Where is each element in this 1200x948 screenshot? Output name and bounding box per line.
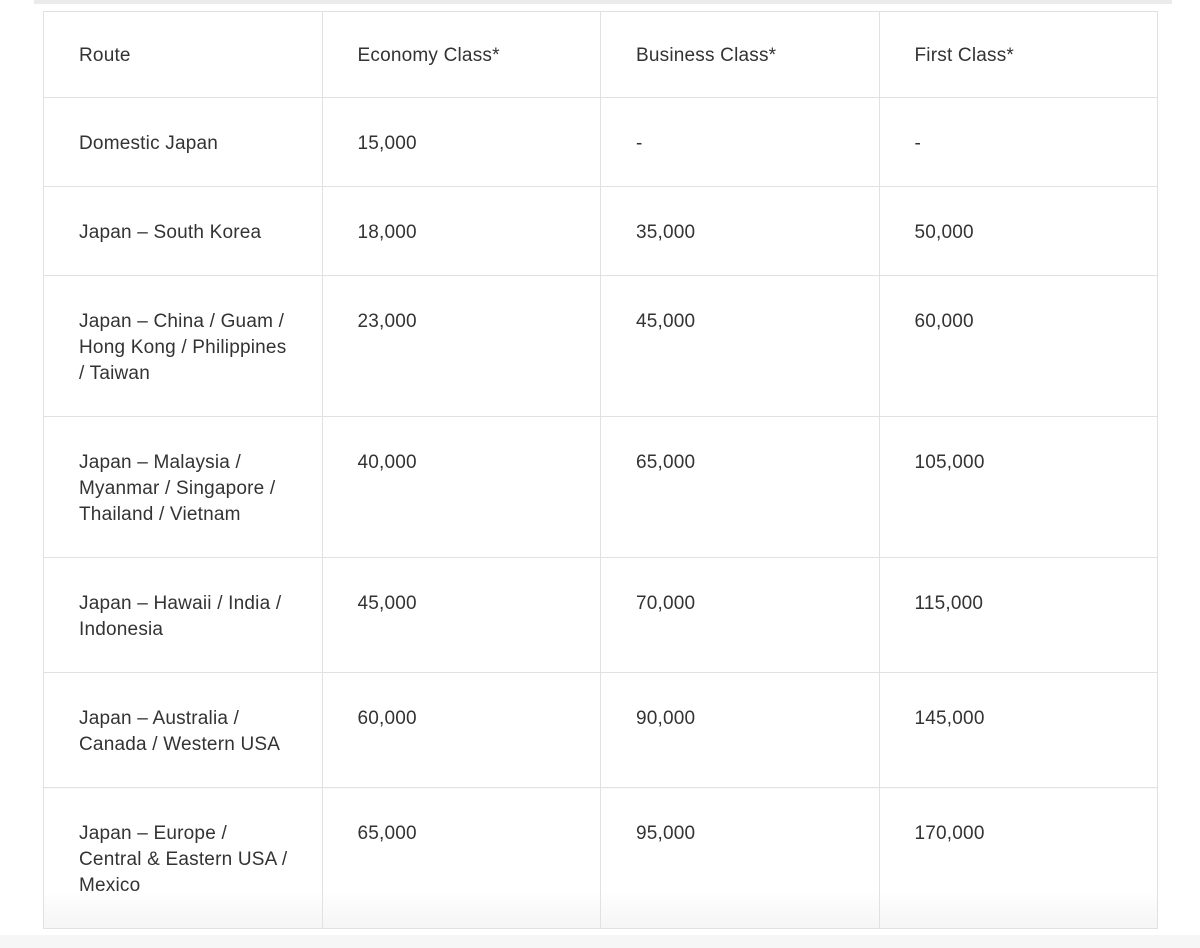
table-row — [44, 788, 1158, 929]
first-cell: 60,000 — [879, 276, 1158, 417]
economy-cell: 23,000 — [322, 276, 601, 417]
economy-cell: 45,000 — [322, 558, 601, 673]
table-row — [44, 417, 1158, 558]
column-header-route: Route — [44, 12, 323, 98]
header-row — [44, 12, 1158, 98]
business-cell: 35,000 — [601, 187, 880, 276]
economy-cell: 60,000 — [322, 673, 601, 788]
table-row — [44, 558, 1158, 673]
route-cell: Domestic Japan — [44, 98, 323, 187]
business-cell: 90,000 — [601, 673, 880, 788]
route-cell: Japan – Malaysia / Myanmar / Singapore / Thailand / Vietnam — [44, 417, 323, 558]
business-cell: 45,000 — [601, 276, 880, 417]
first-cell: - — [879, 98, 1158, 187]
economy-cell: 15,000 — [322, 98, 601, 187]
business-cell: 65,000 — [601, 417, 880, 558]
economy-cell: 18,000 — [322, 187, 601, 276]
top-divider — [34, 0, 1172, 4]
award-chart-table-container — [43, 11, 1158, 929]
business-cell: 70,000 — [601, 558, 880, 673]
economy-cell: 40,000 — [322, 417, 601, 558]
first-cell: 170,000 — [879, 788, 1158, 929]
route-cell: Japan – Hawaii / India / Indonesia — [44, 558, 323, 673]
award-chart-table — [43, 11, 1158, 929]
route-cell: Japan – Australia / Canada / Western USA — [44, 673, 323, 788]
page-bottom-strip — [0, 935, 1200, 948]
table-row — [44, 276, 1158, 417]
column-header-first-class: First Class* — [879, 12, 1158, 98]
economy-cell: 65,000 — [322, 788, 601, 929]
table-row — [44, 673, 1158, 788]
table-row — [44, 98, 1158, 187]
first-cell: 50,000 — [879, 187, 1158, 276]
table-row — [44, 187, 1158, 276]
first-cell: 115,000 — [879, 558, 1158, 673]
table-header — [44, 12, 1158, 98]
route-cell: Japan – Europe / Central & Eastern USA / Mexico — [44, 788, 323, 929]
column-header-business-class: Business Class* — [601, 12, 880, 98]
route-cell: Japan – China / Guam / Hong Kong / Philippines / Taiwan — [44, 276, 323, 417]
table-body — [44, 98, 1158, 929]
business-cell: - — [601, 98, 880, 187]
column-header-economy-class: Economy Class* — [322, 12, 601, 98]
first-cell: 105,000 — [879, 417, 1158, 558]
route-cell: Japan – South Korea — [44, 187, 323, 276]
first-cell: 145,000 — [879, 673, 1158, 788]
business-cell: 95,000 — [601, 788, 880, 929]
